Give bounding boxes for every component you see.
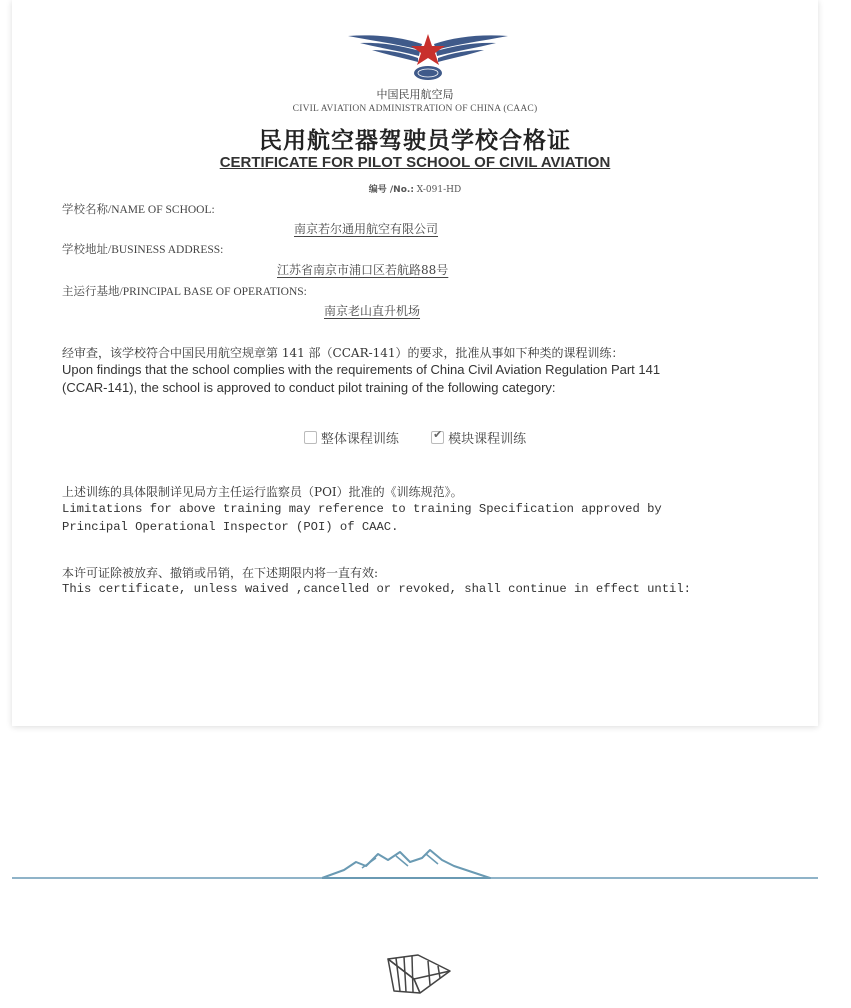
modular-label: 模块课程训练 bbox=[448, 432, 527, 447]
validity-en: This certificate, unless waived ,cancelled or revoked, shall continue in effect until: bbox=[62, 582, 691, 596]
base-value: 南京老山直升机场 bbox=[324, 304, 421, 318]
address-value: 江苏省南京市浦口区若航路88号 bbox=[277, 263, 449, 277]
findings-en-line1: Upon findings that the school complies with the requirements of China Civil Aviation Regulation Part 141 bbox=[62, 362, 661, 377]
certificate-number bbox=[12, 182, 818, 195]
findings-en-line2: (CCAR-141), the school is approved to conduct pilot training of the following category: bbox=[62, 380, 556, 395]
address-label: 学校地址/BUSINESS ADDRESS: bbox=[62, 244, 224, 256]
integrated-checkbox bbox=[304, 431, 317, 444]
caac-emblem-icon bbox=[346, 28, 510, 86]
authority-name-en: CIVIL AVIATION ADMINISTRATION OF CHINA (CAAC) bbox=[292, 104, 538, 114]
certificate-title-cn: 民用航空器驾驶员学校合格证 bbox=[259, 128, 571, 154]
base-label: 主运行基地/PRINCIPAL BASE OF OPERATIONS: bbox=[62, 286, 307, 298]
validity-cn: 本许可证除被放弃、撤销或吊销，在下述期限内将一直有效: bbox=[62, 566, 379, 580]
training-category-options bbox=[12, 428, 818, 447]
school-name-value: 南京若尔通用航空有限公司 bbox=[294, 222, 439, 236]
authority-name-cn: 中国民用航空局 bbox=[376, 88, 454, 101]
limitations-cn: 上述训练的具体限制详见局方主任运行监察员（POI）批准的《训练规范》。 bbox=[62, 485, 463, 499]
modular-checkbox bbox=[431, 431, 444, 444]
limitations-en-line1: Limitations for above training may reference to training Specification approved by bbox=[62, 502, 662, 516]
certificate-number-value: X-091-HD bbox=[416, 185, 462, 195]
limitations-en-line2: Principal Operational Inspector (POI) of CAAC. bbox=[62, 520, 399, 534]
certificate-number-label: 编号 /No.: bbox=[368, 185, 414, 195]
wireframe-structure-icon bbox=[384, 951, 454, 995]
certificate-page bbox=[12, 0, 818, 726]
integrated-label: 整体课程训练 bbox=[320, 432, 399, 447]
certificate-title-en: CERTIFICATE FOR PILOT SCHOOL OF CIVIL AVIATION bbox=[219, 154, 611, 171]
school-name-label: 学校名称/NAME OF SCHOOL: bbox=[62, 204, 215, 216]
option-modular bbox=[431, 432, 526, 447]
option-integrated bbox=[304, 432, 403, 447]
findings-cn: 经审查，该学校符合中国民用航空规章第 141 部（CCAR-141）的要求，批准从事如下种类的课程训练： bbox=[62, 346, 624, 360]
mountain-icon bbox=[322, 846, 502, 880]
